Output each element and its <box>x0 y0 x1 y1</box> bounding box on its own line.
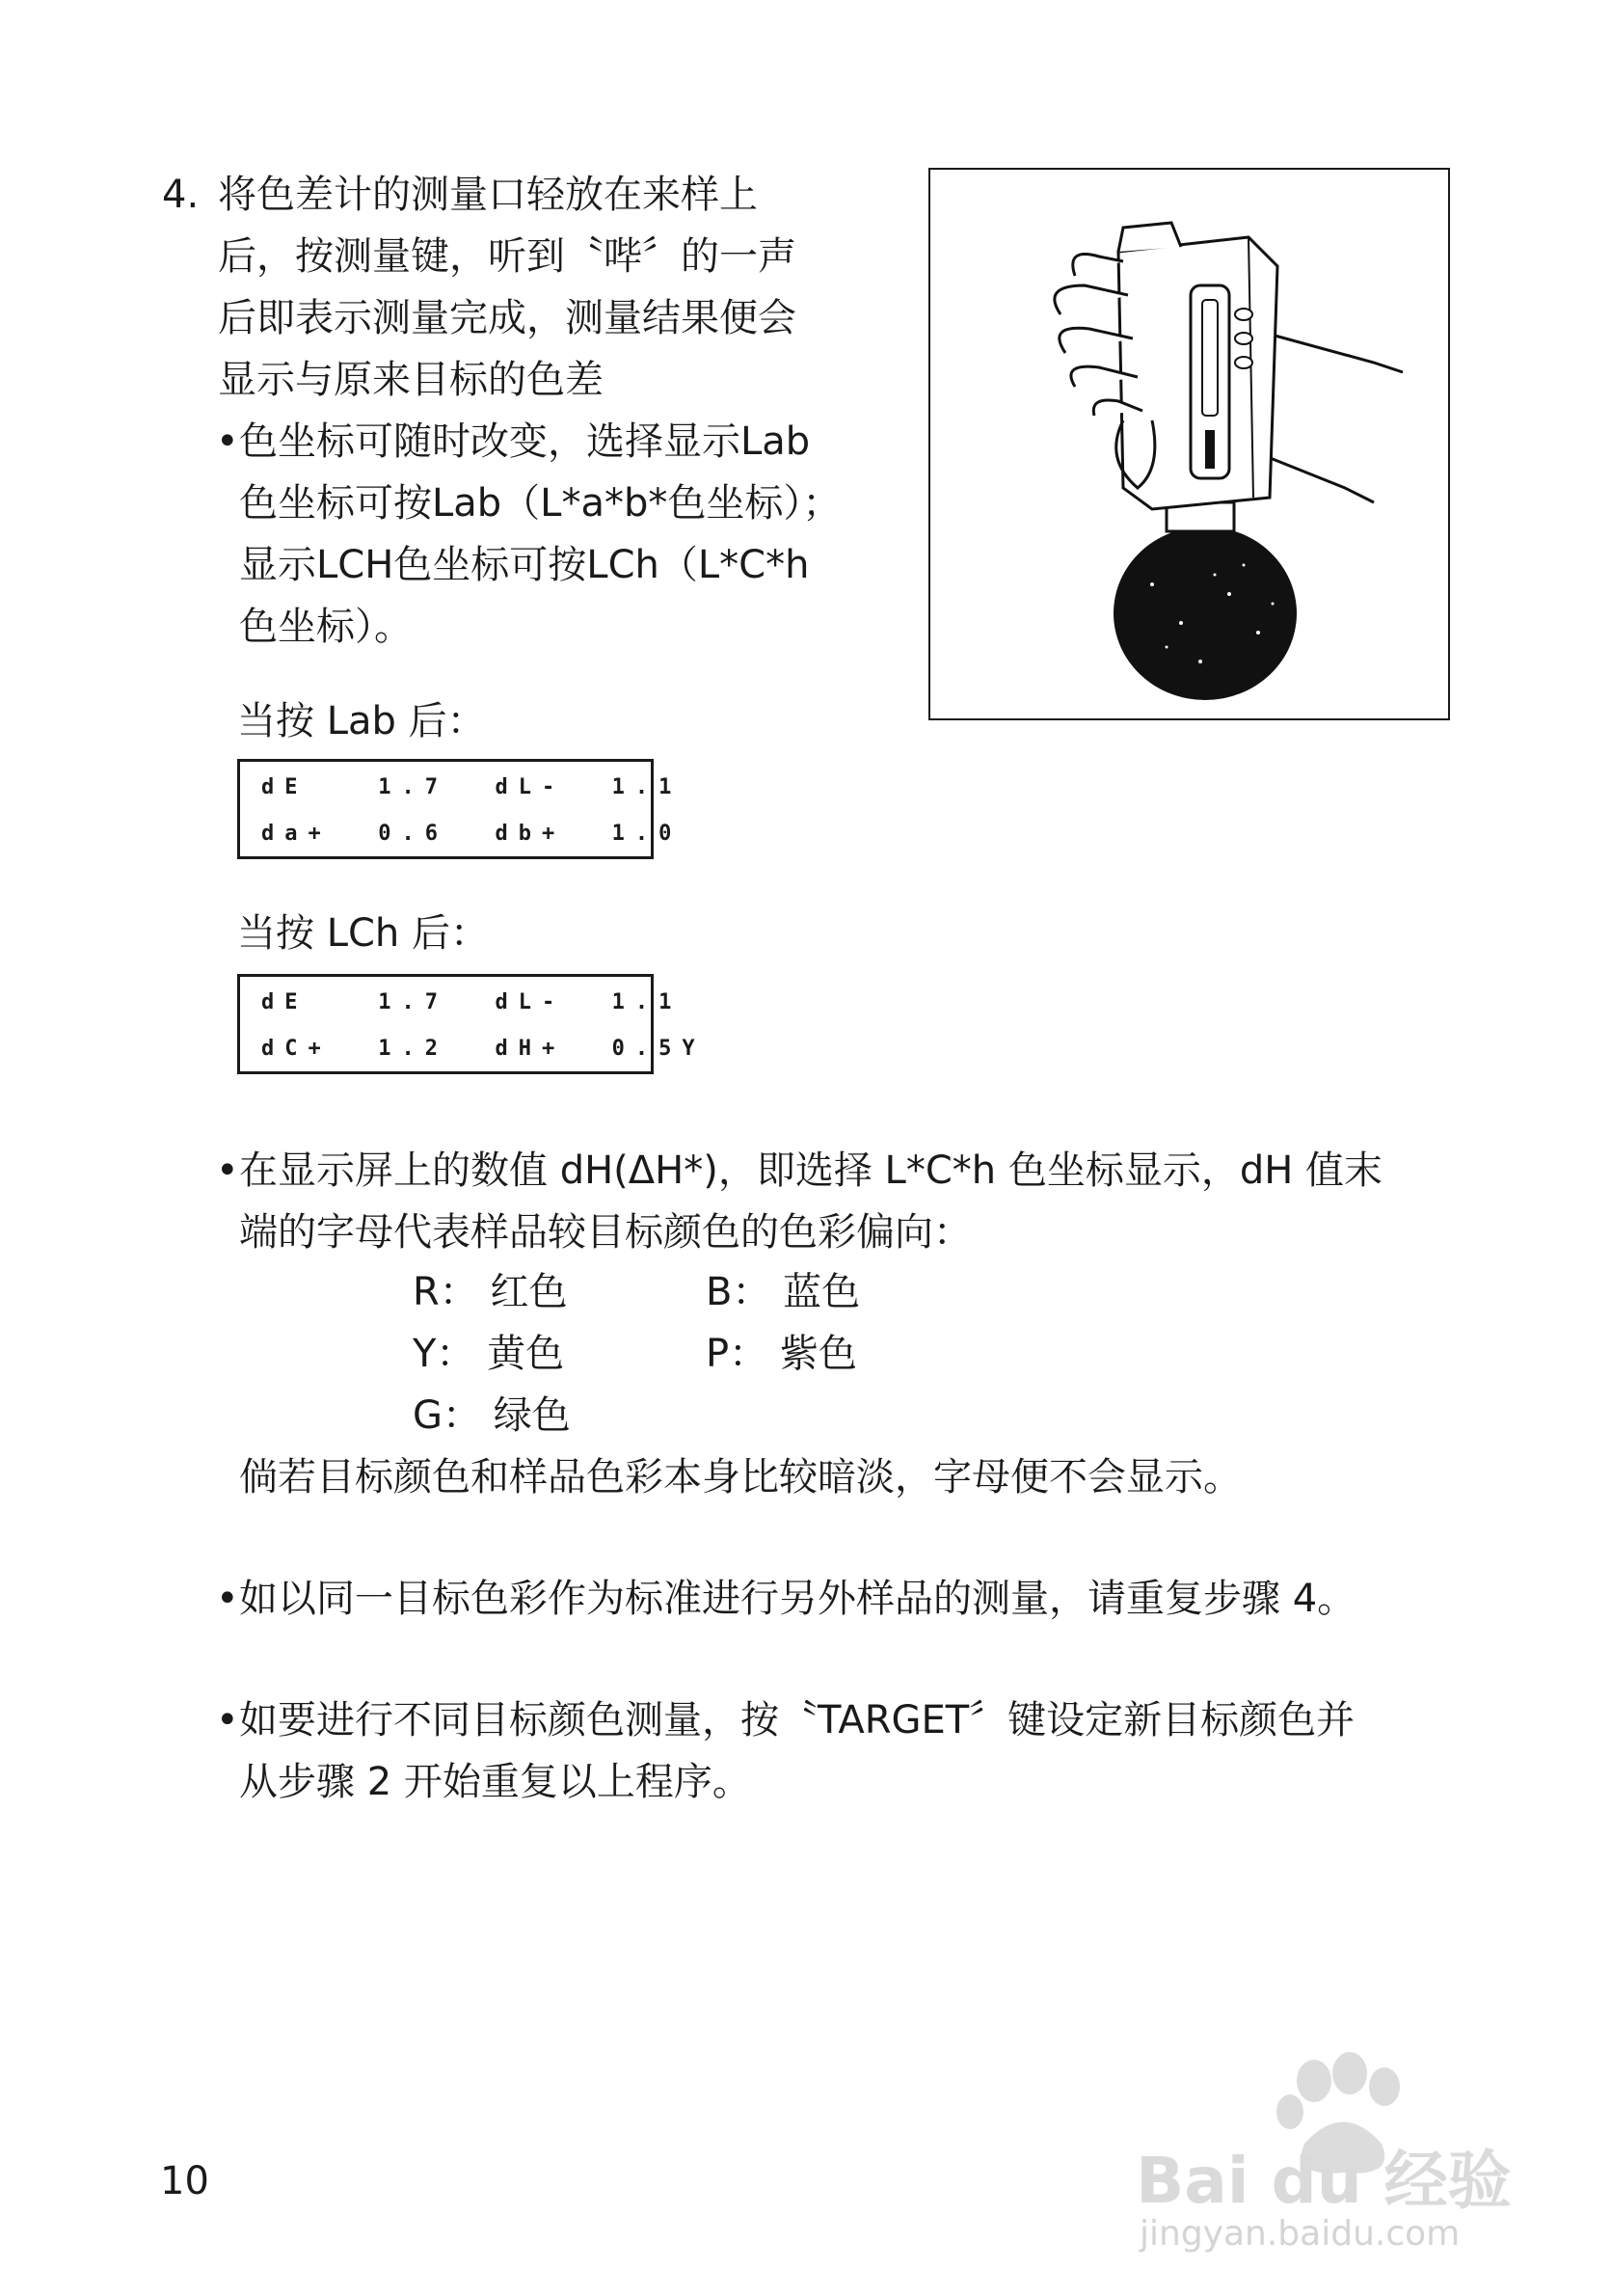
legend-value: 黄色 <box>487 1332 565 1376</box>
legend-item-b <box>706 1261 860 1323</box>
step-number: 4. <box>162 173 200 217</box>
bullet-mark: • <box>216 419 239 464</box>
legend-item-g <box>413 1385 571 1446</box>
lch-label: 当按 LCh 后： <box>237 911 489 956</box>
step-line: 后即表示测量完成，测量结果便会 <box>218 296 796 340</box>
bullet-mark: • <box>216 1698 239 1742</box>
step-line: 将色差计的测量口轻放在来样上 <box>218 173 758 217</box>
legend-key: P： <box>706 1332 768 1376</box>
lch-display-row-1: dE 1.7 dL- 1.1 <box>261 990 683 1014</box>
legend-key: B： <box>706 1270 771 1314</box>
bullet-line: 端的字母代表样品较目标颜色的色彩偏向： <box>239 1210 972 1255</box>
hand-colorimeter-icon <box>930 170 1448 718</box>
step-text <box>218 164 796 411</box>
bullet-line: 从步骤 2 开始重复以上程序。 <box>239 1760 751 1804</box>
bullet-line: 色坐标）。 <box>239 605 413 649</box>
lab-display-row-1: dE 1.7 dL- 1.1 <box>261 775 683 799</box>
lab-display-row-2: da+ 0.6 db+ 1.0 <box>261 822 683 846</box>
step-line: 后，按测量键，听到〝哔〞的一声 <box>218 234 796 279</box>
lch-display <box>237 974 706 1074</box>
dim-color-note: 倘若目标颜色和样品色彩本身比较暗淡，字母便不会显示。 <box>239 1455 1242 1499</box>
legend-key: Y： <box>413 1332 475 1376</box>
bullet-line: 色坐标可按Lab（L*a*b*色坐标）； <box>239 481 842 526</box>
legend-value: 红色 <box>490 1270 568 1314</box>
bullet-line: 显示LCH色坐标可按LCh（L*C*h <box>239 543 810 587</box>
legend-value: 蓝色 <box>783 1270 861 1314</box>
bullet-line: 如以同一目标色彩作为标准进行另外样品的测量，请重复步骤 4。 <box>239 1577 1356 1621</box>
legend-item-r <box>413 1261 568 1323</box>
step-line: 显示与原来目标的色差 <box>218 358 604 402</box>
legend-item-y <box>413 1323 564 1385</box>
legend-key: R： <box>413 1270 478 1314</box>
bullet-line: 在显示屏上的数值 dH(ΔH*)，即选择 L*C*h 色坐标显示，dH 值末 <box>239 1148 1383 1193</box>
watermark-logo-text: Bai du 经验 <box>1136 2144 1512 2218</box>
legend-value: 紫色 <box>779 1332 857 1376</box>
colorimeter-illustration <box>928 168 1450 720</box>
bullet-line: 色坐标可随时改变，选择显示Lab <box>239 419 811 464</box>
baidu-jingyan-watermark <box>1136 2052 1521 2274</box>
lab-label: 当按 Lab 后： <box>237 699 486 743</box>
legend-value: 绿色 <box>493 1393 571 1438</box>
legend-item-p <box>706 1323 857 1385</box>
bullet-mark: • <box>216 1577 239 1621</box>
bullet-line: 如要进行不同目标颜色测量，按〝TARGET〞键设定新目标颜色并 <box>239 1698 1356 1742</box>
page-number: 10 <box>160 2159 209 2203</box>
lab-display <box>237 759 683 859</box>
watermark-url: jingyan.baidu.com <box>1140 2214 1461 2254</box>
bullet-mark: • <box>216 1148 239 1193</box>
legend-key: G： <box>413 1393 481 1438</box>
lch-display-row-2: dC+ 1.2 dH+ 0.5Y <box>261 1037 706 1061</box>
